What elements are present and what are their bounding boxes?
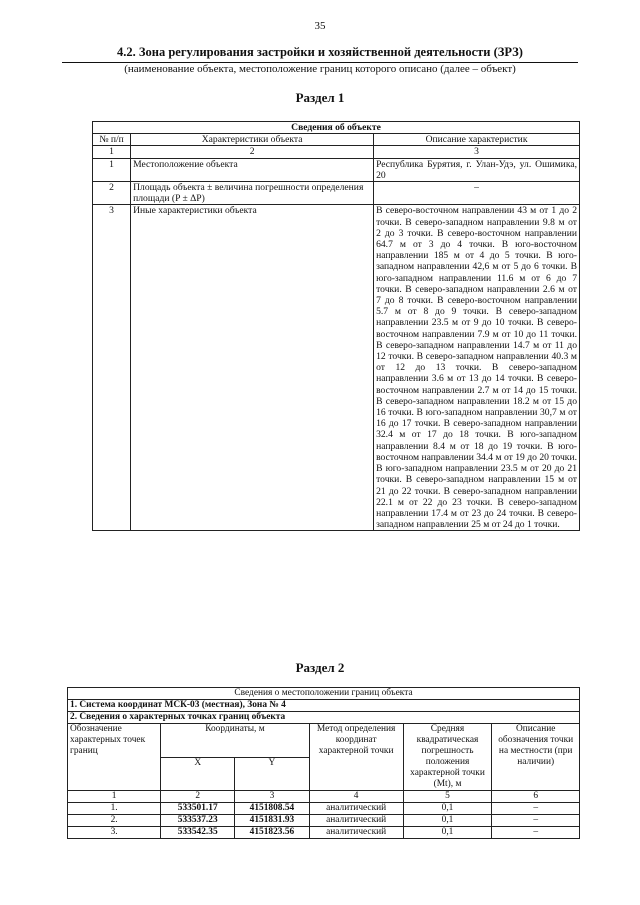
point-method: аналитический: [309, 827, 403, 839]
zone-subtitle: (наименование объекта, местоположение границ которого описано (далее – объект): [124, 63, 516, 75]
point-x: 533542.35: [161, 827, 235, 839]
header-designation: Обозначение характерных точек границ: [68, 724, 161, 791]
point-id: 1.: [68, 803, 161, 815]
table-row: [68, 803, 580, 815]
object-info-table-title: Сведения об объекте: [93, 122, 580, 134]
header-index: 2: [131, 146, 374, 158]
section2-title: Раздел 2: [295, 660, 345, 675]
header-index: 1: [93, 146, 131, 158]
header-description: Описание характеристик: [374, 134, 580, 146]
header-index: 1: [68, 791, 161, 803]
point-description: –: [492, 815, 580, 827]
header-point-description: Описание обозначения точки на местности (при наличии): [492, 724, 580, 791]
point-error: 0,1: [403, 815, 492, 827]
point-method: аналитический: [309, 803, 403, 815]
row-number: 1: [93, 158, 131, 181]
header-coordinates: Координаты, м: [161, 724, 309, 758]
header-index: 2: [161, 791, 235, 803]
header-error: Средняя квадратическая погрешность положения характерной точки (Mt), м: [403, 724, 492, 791]
point-id: 2.: [68, 815, 161, 827]
header-index: 3: [235, 791, 309, 803]
row-number: 2: [93, 182, 131, 205]
header-x: X: [161, 757, 235, 791]
zone-title: 4.2. Зона регулирования застройки и хозяйственной деятельности (ЗРЗ): [117, 45, 523, 59]
object-info-table: [92, 121, 580, 531]
point-error: 0,1: [403, 803, 492, 815]
header-index: 6: [492, 791, 580, 803]
header-num: № п/п: [93, 134, 131, 146]
boundary-table-title: Сведения о местоположении границ объекта: [68, 688, 580, 700]
characteristic-value: –: [374, 182, 580, 205]
point-description: –: [492, 827, 580, 839]
point-id: 3.: [68, 827, 161, 839]
header-index: 5: [403, 791, 492, 803]
point-y: 4151831.93: [235, 815, 309, 827]
boundary-points-table: [67, 687, 580, 839]
page-number: 35: [314, 20, 326, 32]
table-row: [68, 827, 580, 839]
point-y: 4151808.54: [235, 803, 309, 815]
point-y: 4151823.56: [235, 827, 309, 839]
point-method: аналитический: [309, 815, 403, 827]
point-x: 533537.23: [161, 815, 235, 827]
table-row: [93, 205, 580, 531]
table-row: [93, 158, 580, 181]
characteristic-value: В северо-восточном направлении 43 м от 1 до 2 точки. В северо-западном направлении 9.8 м от 2 до 3 точки. В северо-восточном направлении 64.7 м от 3 до 4 точки. В юго-восточном направлении 185 м от 4 до 5 точки. В юго-западном направлении 42,6 м от 5 до 6 точки. В юго-западном направлении 11.6 м от 6 до 7 точки. В северо-западном направлении 2.6 м от 7 до 8 точки. В северо-восточном направлении 5.7 м от 8 до 9 точки. В северо-западном направлении 23.5 м от 9 до 10 точки. В северо-восточном направлении 7.9 м от 10 до 11 точки. В северо-западном направлении 14.7 м от 11 до 12 точки. В северо-западном направлении 40.3 м от 12 до 13 точки. В северо-западном направлении 3.6 м от 13 до 14 точки. В северо-восточном направлении 2.7 м от 14 до 15 точки. В северо-западном направлении 18.2 м от 15 до 16 точки. В юго-западном направлении 30,7 м от 16 до 17 точки. В северо-западном направлении 32.4 м от 17 до 18 точки. В юго-западном направлении 8.4 м от 18 до 19 точки. В юго-восточном направлении 34.4 м от 19 до 20 точки. В юго-западном направлении 23.5 м от 20 до 21 точки. В северо-западном направлении 15 м от 21 до 22 точки. В северо-западном направлении 22.1 м от 22 до 23 точки. В северо-западном направлении 17.4 м от 23 до 24 точки. В северо-западном направлении 25 м от 24 до 1 точки.: [374, 205, 580, 531]
points-section-title: 2. Сведения о характерных точках границ объекта: [68, 712, 580, 724]
characteristic-value: Республика Бурятия, г. Улан-Удэ, ул. Ошимика, 20: [374, 158, 580, 181]
table-row: [93, 182, 580, 205]
header-index: 4: [309, 791, 403, 803]
header-method: Метод определения координат характерной точки: [309, 724, 403, 791]
table-row: [68, 815, 580, 827]
row-number: 3: [93, 205, 131, 531]
header-characteristics: Характеристики объекта: [131, 134, 374, 146]
characteristic-name: Иные характеристики объекта: [131, 205, 374, 531]
header-index: 3: [374, 146, 580, 158]
header-y: Y: [235, 757, 309, 791]
point-description: –: [492, 803, 580, 815]
point-x: 533501.17: [161, 803, 235, 815]
characteristic-name: Площадь объекта ± величина погрешности определения площади (P ± ΔP): [131, 182, 374, 205]
section1-title: Раздел 1: [295, 90, 345, 105]
characteristic-name: Местоположение объекта: [131, 158, 374, 181]
point-error: 0,1: [403, 827, 492, 839]
coord-system: 1. Система координат МСК-03 (местная), Зона № 4: [68, 700, 580, 712]
